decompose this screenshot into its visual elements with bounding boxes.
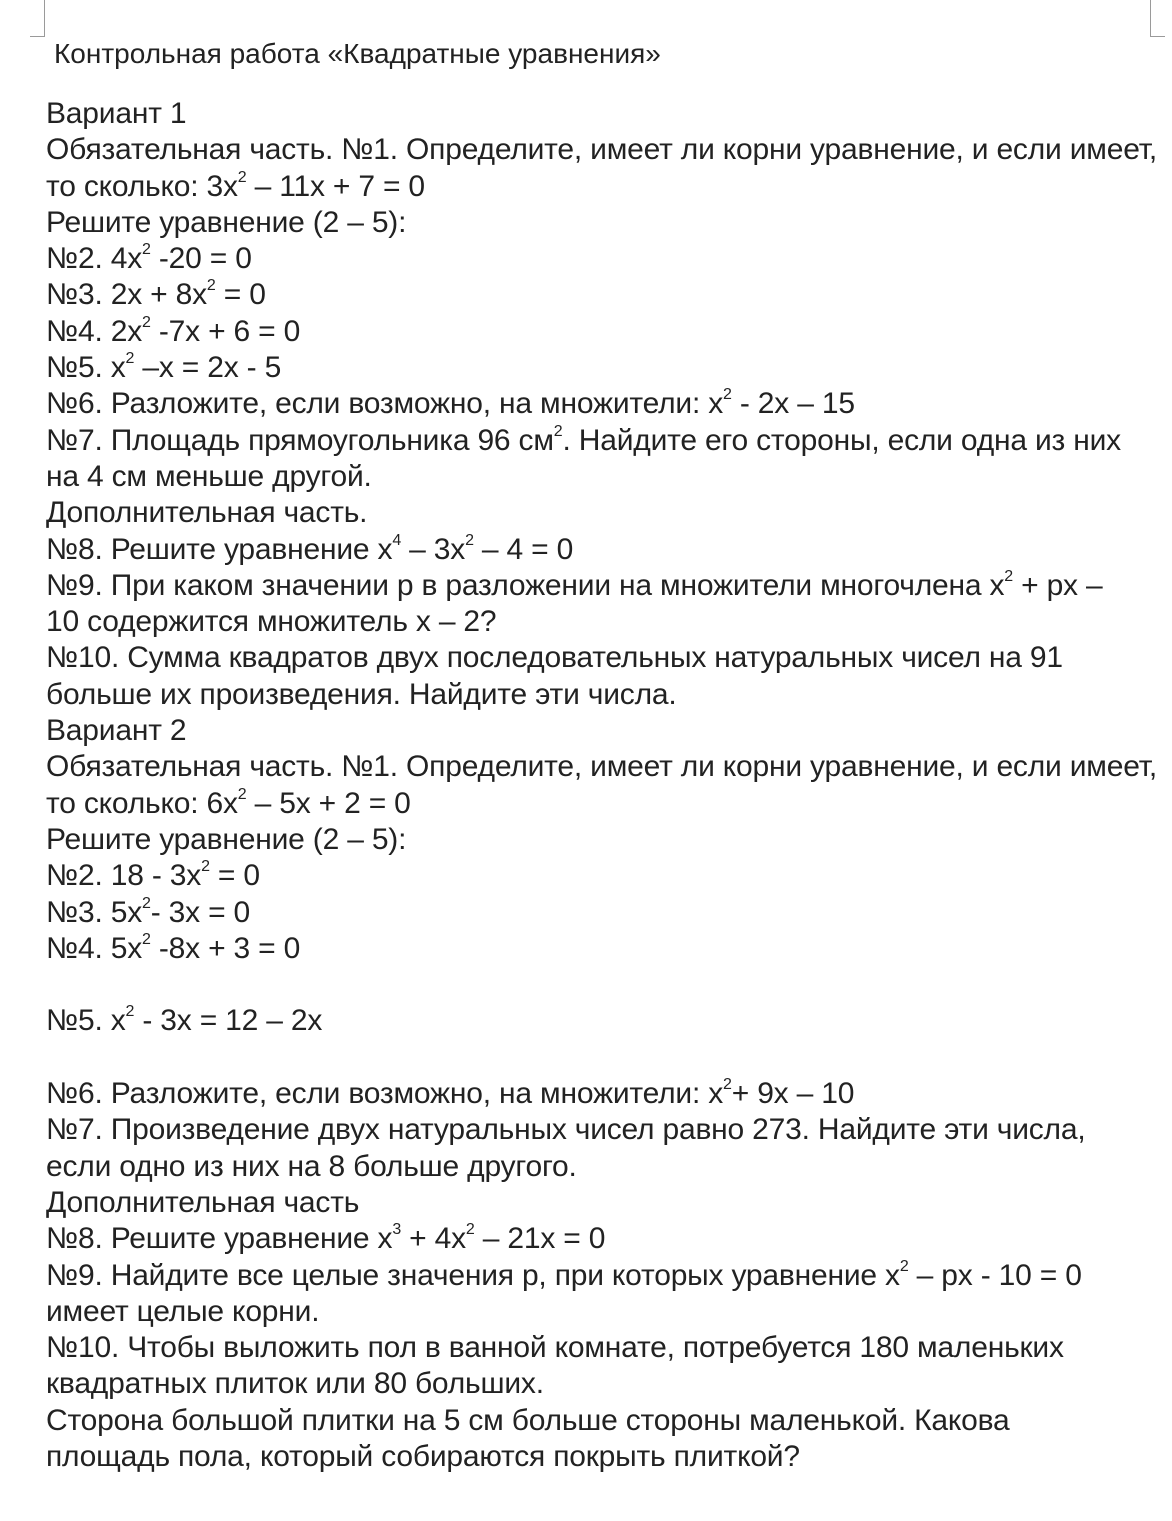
- variant2-q7: №7. Произведение двух натуральных чисел равно 273. Найдите эти числа,: [46, 1113, 1086, 1147]
- variant2-q3: №3. $5x^2-$ 3x = 0: [46, 894, 251, 929]
- variant2-q5: №5. $x^2 - 3x = 12 - 2x$: [46, 1003, 323, 1038]
- variant2-heading: Вариант 2: [46, 714, 187, 748]
- page-corner-right: [1150, 0, 1165, 37]
- variant2-extra-heading: Дополнительная часть: [46, 1185, 360, 1219]
- variant1-q4: №4. $2x^2$ -7x + 6 = 0: [46, 313, 301, 348]
- page-corner-left: [30, 0, 45, 37]
- variant2-q10-cont3: площадь пола, который собираются покрыть плиткой?: [46, 1439, 800, 1473]
- variant2-required-intro: Обязательная часть. №1. Определите, имеет ли корни уравнение, и если имеет,: [46, 750, 1158, 784]
- variant2-q6: №6. Разложите, если возможно, на множители: $x^2+ 9x - 10$: [46, 1076, 855, 1111]
- variant1-required-intro: Обязательная часть. №1. Определите, имеет ли корни уравнение, и если имеет,: [46, 133, 1158, 167]
- variant2-solve-intro: Решите уравнение (2 – 5):: [46, 822, 407, 856]
- variant1-solve-intro: Решите уравнение (2 – 5):: [46, 205, 407, 239]
- variant1-q9: №9. При каком значении р в разложении на множители многочлена $x^2$ + px –: [46, 567, 1103, 602]
- variant1-q9-cont: 10 содержится множитель x – 2?: [46, 605, 497, 639]
- variant2-q8: №8. Решите уравнение $x^3 + 4x^2 - 21x = 0$: [46, 1221, 606, 1256]
- variant2-q7-cont: если одно из них на 8 больше другого.: [46, 1149, 577, 1183]
- variant1-q6: №6. Разложите, если возможно, на множители: $x^2 - 2x - 15$: [46, 386, 855, 421]
- page-title: Контрольная работа «Квадратные уравнения»: [54, 38, 661, 69]
- variant1-q3: №3. $2x + 8x^2 = 0$: [46, 277, 266, 312]
- variant2-q10-cont2: Сторона большой плитки на 5 см больше стороны маленькой. Какова: [46, 1403, 1010, 1437]
- variant1-q10-cont: больше их произведения. Найдите эти числа.: [46, 677, 677, 711]
- variant1-q7-cont: на 4 см меньше другой.: [46, 459, 372, 493]
- variant1-q1: то сколько: $3x^2 - 11x + 7 = 0$: [46, 168, 425, 203]
- variant2-q4: №4. $5x^2$ -8x + 3 = 0: [46, 930, 301, 965]
- variant1-q8: №8. Решите уравнение $x^4 - 3x^2 - 4 = 0$: [46, 531, 574, 566]
- variant2-q9-cont: имеет целые корни.: [46, 1294, 320, 1328]
- variant2-q10-cont: квадратных плиток или 80 больших.: [46, 1367, 544, 1401]
- variant2-q2: №2. $18 - 3x^2 = 0$: [46, 858, 260, 893]
- variant1-heading: Вариант 1: [46, 97, 187, 130]
- document-page: [46, 34, 1162, 1475]
- variant1-q5: №5. $x^2$ –x = 2x - 5: [46, 350, 282, 385]
- variant1-extra-heading: Дополнительная часть.: [46, 496, 368, 530]
- variant1-q2: №2. $4x^2$ -20 = 0: [46, 241, 252, 276]
- variant1-q10: №10. Сумма квадратов двух последовательных натуральных чисел на 91: [46, 641, 1063, 675]
- variant2-q1: то сколько: $6x^2 - 5x + 2 = 0$: [46, 785, 411, 820]
- variant2-q10: №10. Чтобы выложить пол в ванной комнате, потребуется 180 маленьких: [46, 1331, 1064, 1365]
- variant1-q7: №7. Площадь прямоугольника 96 $см^2$. Найдите его стороны, если одна из них: [46, 422, 1121, 457]
- variant2-q9: №9. Найдите все целые значения р, при которых уравнение $x^2$ – px - 10 = 0: [46, 1257, 1082, 1292]
